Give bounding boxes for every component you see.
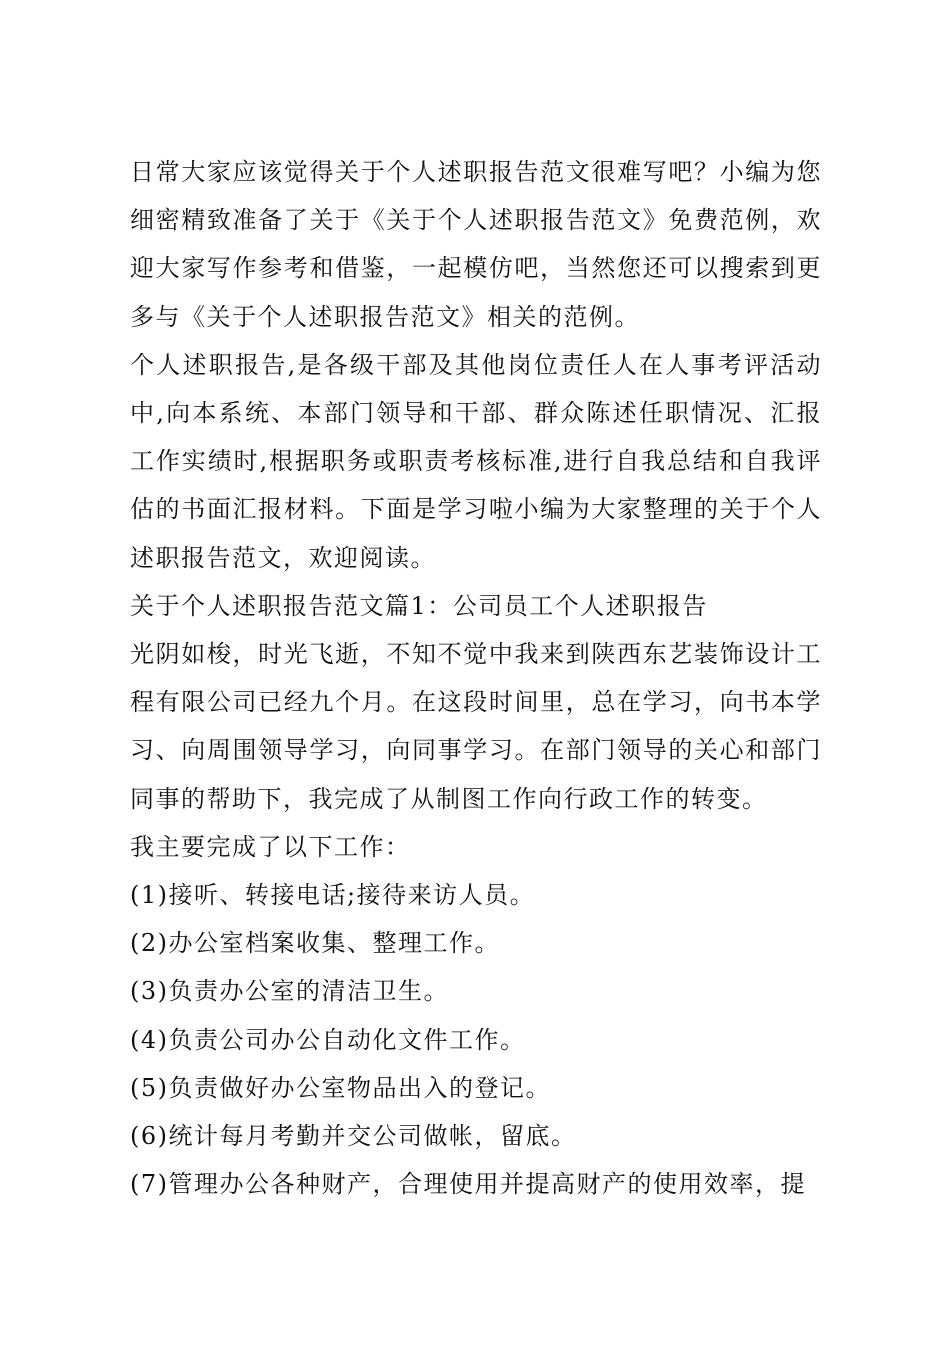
list-item: (2)办公室档案收集、整理工作。 xyxy=(130,929,500,958)
document-body xyxy=(130,148,822,1208)
list-item: (7)管理办公各种财产，合理使用并提高财产的使用效率，提 xyxy=(130,1170,806,1199)
list-item: (3)负责办公室的清洁卫生。 xyxy=(130,977,449,1006)
list-item: (6)统计每月考勤并交公司做帐，留底。 xyxy=(130,1122,577,1151)
section-heading: 关于个人述职报告范文篇1：公司员工个人述职报告 xyxy=(130,591,708,620)
list-item: (5)负责做好办公室物品出入的登记。 xyxy=(130,1073,551,1102)
definition-paragraph: 个人述职报告,是各级干部及其他岗位责任人在人事考评活动中,向本系统、本部门领导和干部、群众陈述任职情况、汇报工作实绩时,根据职务或职责考核标准,进行自我总结和自我评估的书面汇报材料。下面是学习啦小编为大家整理的关于个人述职报告范文，欢迎阅读。 xyxy=(130,350,822,572)
list-intro: 我主要完成了以下工作： xyxy=(130,832,411,861)
list-item: (1)接听、转接电话;接待来访人员。 xyxy=(130,881,536,910)
intro-paragraph: 日常大家应该觉得关于个人述职报告范文很难写吧？小编为您细密精致准备了关于《关于个人述职报告范文》免费范例，欢迎大家写作参考和借鉴，一起模仿吧，当然您还可以搜索到更多与《关于个人述职报告范文》相关的范例。 xyxy=(130,158,822,331)
list-item: (4)负责公司办公自动化文件工作。 xyxy=(130,1025,526,1054)
body-paragraph: 光阴如梭，时光飞逝，不知不觉中我来到陕西东艺装饰设计工程有限公司已经九个月。在这段时间里，总在学习，向书本学习、向周围领导学习，向同事学习。在部门领导的关心和部门同事的帮助下，我完成了从制图工作向行政工作的转变。 xyxy=(130,640,822,813)
